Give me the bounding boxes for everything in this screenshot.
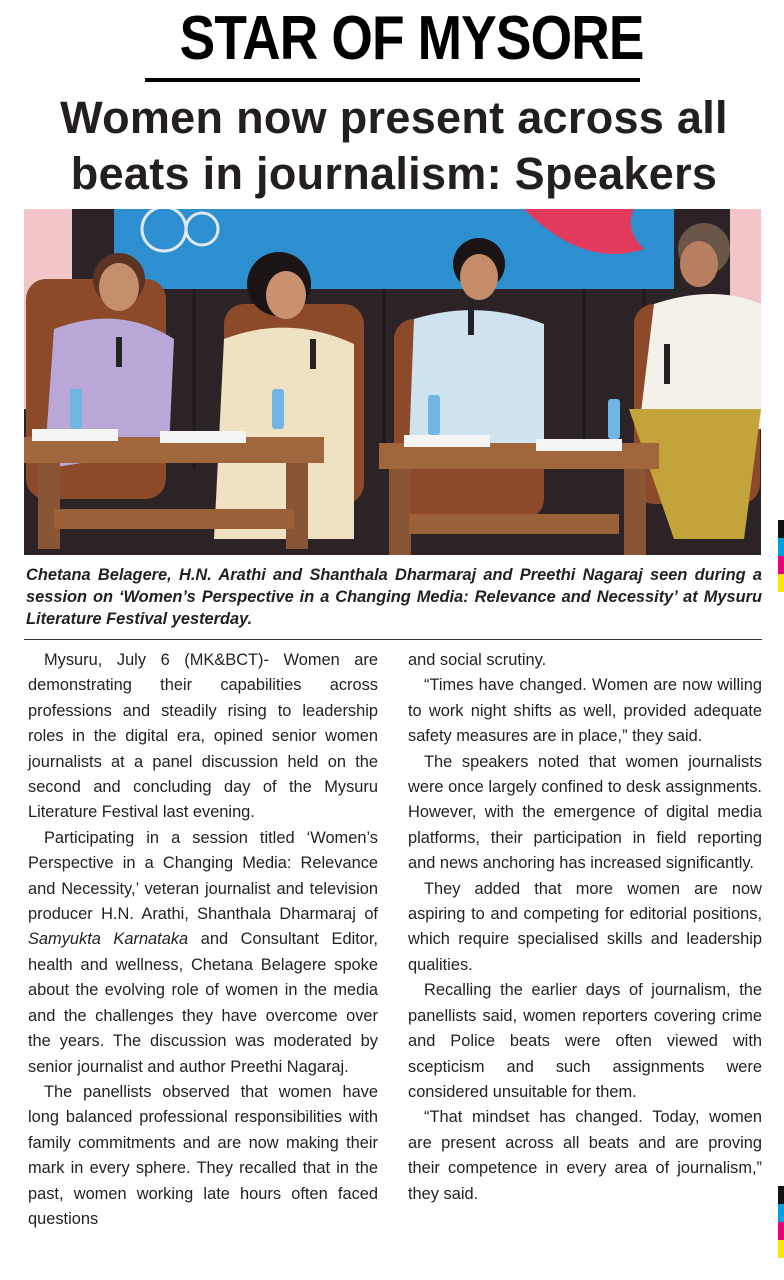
reg-yellow	[778, 1240, 784, 1258]
registration-marks-top	[778, 520, 784, 592]
reg-cyan	[778, 538, 784, 556]
article-column-right	[408, 648, 762, 1207]
paragraph-2-text-b: and Consultant Editor, health and wellness, Chetana Belagere spoke about the evolving role of women in the media and the challenges they have overcome over the years. The discussion was moderated by senior journalist and author Preethi Nagaraj.	[28, 930, 378, 1076]
reg-yellow	[778, 574, 784, 592]
article-paragraph-3: The panellists observed that women have long balanced professional responsibilities with family commitments and are now making their mark in every sphere. They recalled that in the past, women working late hours often faced questions	[28, 1082, 378, 1228]
reg-magenta	[778, 1222, 784, 1240]
article-paragraph-4: “Times have changed. Women are now willing to work night shifts as well, provided adequate safety measures are in place,” they said.	[408, 676, 762, 746]
photo-illustration	[24, 209, 761, 555]
article-paragraph-6: They added that more women are now aspiring to and competing for editorial positions, which require specialised skills and leadership qualities.	[408, 879, 762, 974]
article-paragraph-5: The speakers noted that women journalists were once largely confined to desk assignments. However, with the emergence of digital media platforms, their participation in field reporting and news anchoring has increased significantly.	[408, 752, 762, 873]
newspaper-title: STAR OF MYSORE	[179, 4, 644, 73]
article-paragraph-1: Mysuru, July 6 (MK&BCT)- Women are demonstrating their capabilities across professions and steadily rising to leadership roles in the digital era, opined senior women journalists at a panel discussion held on the second and concluding day of the Mysuru Literature Festival last evening.	[28, 651, 378, 822]
masthead-underline	[145, 78, 640, 82]
publication-name: Samyukta Karnataka	[28, 930, 189, 949]
article-paragraph-2	[28, 826, 378, 1080]
registration-marks-bottom	[778, 1186, 784, 1258]
masthead	[145, 4, 644, 82]
reg-magenta	[778, 556, 784, 574]
reg-black	[778, 520, 784, 538]
photo-caption: Chetana Belagere, H.N. Arathi and Shanthala Dharmaraj and Preethi Nagaraj seen during a session on ‘Women’s Perspective in a Changing Media: Relevance and Necessity’ at Mysuru Literature Festival yesterday.	[26, 566, 762, 628]
reg-cyan	[778, 1204, 784, 1222]
panel-discussion-photo	[24, 209, 761, 555]
reg-black	[778, 1186, 784, 1204]
caption-divider	[24, 639, 762, 640]
paragraph-2-text-a: Participating in a session titled ‘Women’s Perspective in a Changing Media: Relevance and Necessity,’ veteran journalist and television producer H.N. Arathi, Shanthala Dharmaraj of	[28, 828, 378, 924]
article-headline: Women now present across all beats in journalism: Speakers	[60, 92, 728, 199]
article-paragraph-8: “That mindset has changed. Today, women are present across all beats and are proving their competence in every area of journalism,” they said.	[408, 1108, 762, 1203]
article-paragraph-3-continued: and social scrutiny.	[408, 651, 547, 669]
article-column-left	[28, 648, 378, 1232]
article-paragraph-7: Recalling the earlier days of journalism, the panellists said, women reporters covering crime and Police beats were often viewed with scepticism and such assignments were considered unsuitable for them.	[408, 981, 762, 1101]
